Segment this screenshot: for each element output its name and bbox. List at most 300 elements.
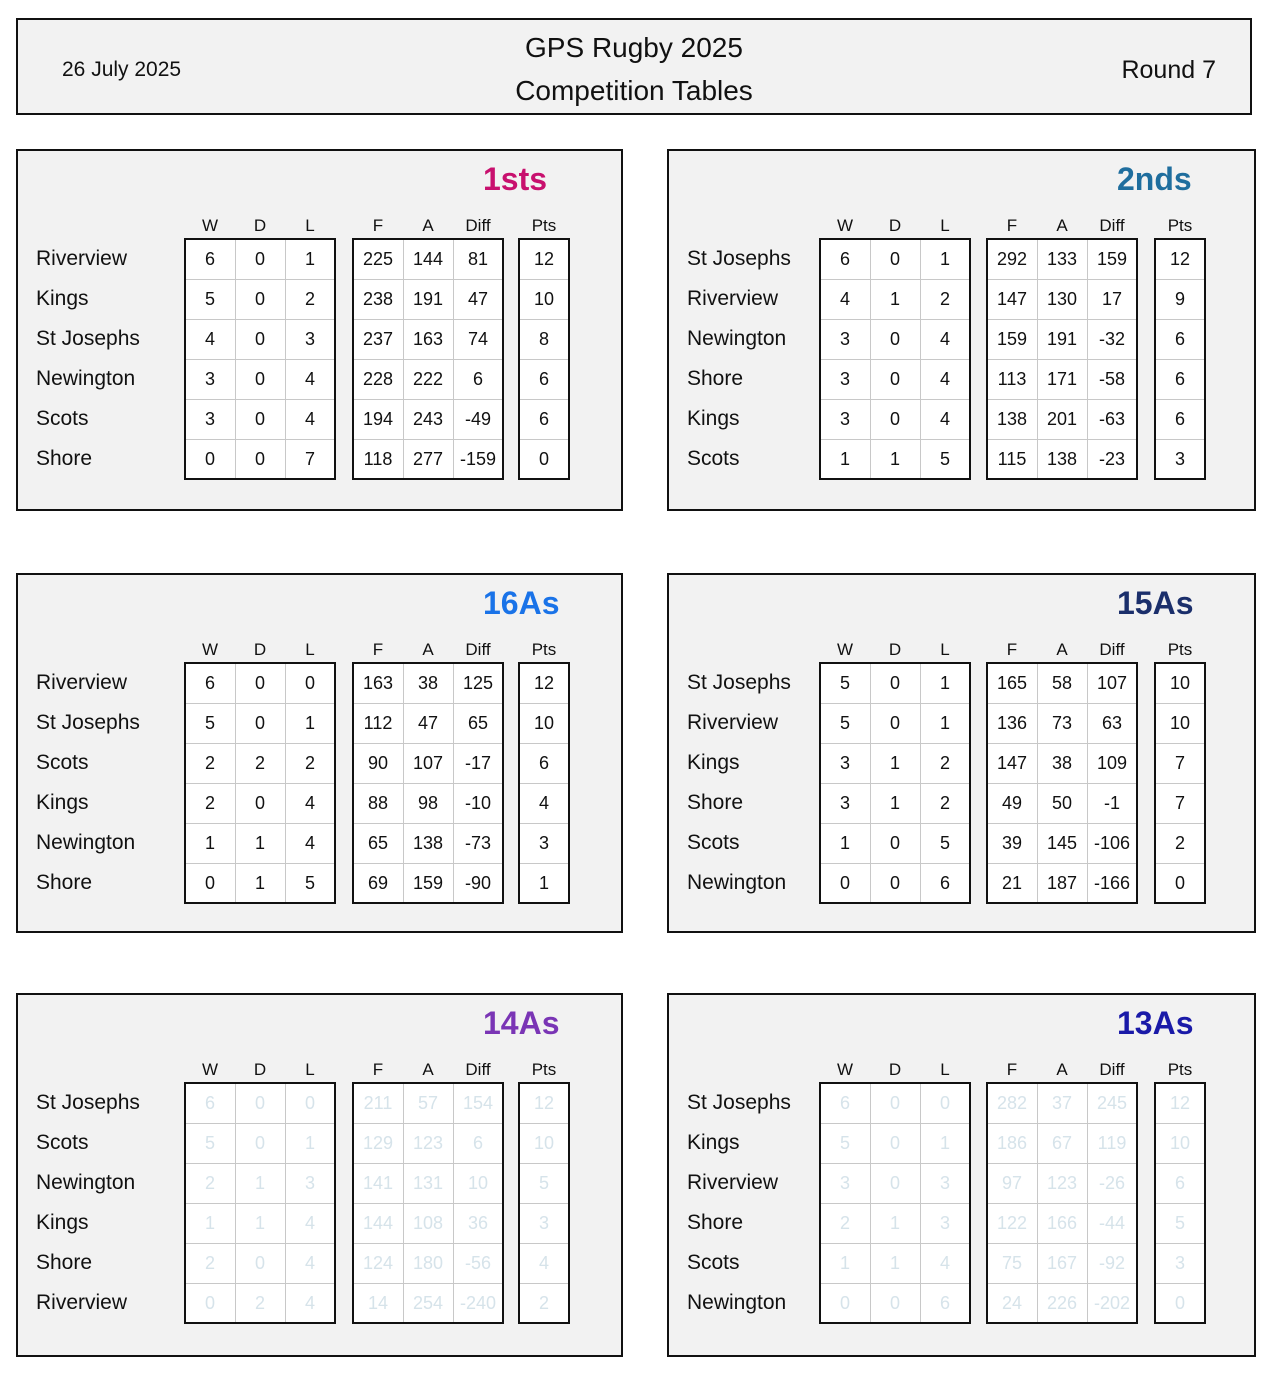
cell-a: 180	[412, 1253, 444, 1273]
cell-w: 6	[204, 249, 215, 269]
cell-w: 2	[204, 753, 215, 773]
cell-a: 38	[417, 673, 439, 693]
team-name: Kings	[687, 751, 740, 774]
cell-l: 4	[304, 833, 315, 853]
column-header-a: A	[422, 1060, 434, 1079]
cell-pts: 3	[1174, 1253, 1185, 1273]
column-header-d: D	[888, 216, 902, 235]
cell-diff: -56	[464, 1253, 491, 1273]
cell-pts: 0	[1174, 873, 1185, 893]
cell-f: 14	[367, 1293, 389, 1313]
cell-d: 0	[254, 289, 265, 309]
cell-d: 0	[254, 793, 265, 813]
cell-d: 0	[254, 1093, 265, 1113]
team-name: Scots	[36, 1131, 89, 1154]
column-header-d: D	[253, 1060, 267, 1079]
cell-a: 57	[417, 1093, 439, 1113]
score-table	[986, 662, 1138, 904]
column-header-f: F	[372, 1060, 384, 1079]
cell-w: 1	[204, 1213, 215, 1233]
cell-diff: -159	[459, 449, 497, 469]
cell-l: 3	[304, 329, 315, 349]
cell-pts: 8	[538, 329, 549, 349]
cell-l: 5	[939, 449, 950, 469]
cell-f: 147	[996, 289, 1028, 309]
cell-w: 3	[839, 753, 850, 773]
wdl-table	[819, 238, 971, 480]
column-header-diff: Diff	[1099, 640, 1125, 659]
cell-a: 73	[1051, 713, 1073, 733]
cell-w: 3	[839, 369, 850, 389]
cell-f: 39	[1001, 833, 1023, 853]
cell-a: 222	[412, 369, 444, 389]
column-header-f: F	[1006, 640, 1018, 659]
cell-w: 5	[204, 289, 215, 309]
column-header-w: W	[836, 1060, 854, 1079]
cell-d: 0	[254, 249, 265, 269]
team-name: Shore	[687, 1211, 744, 1234]
team-name: Scots	[687, 1251, 740, 1274]
cell-pts: 6	[1174, 409, 1185, 429]
cell-a: 131	[412, 1173, 444, 1193]
cell-l: 3	[304, 1173, 315, 1193]
score-table	[986, 1082, 1138, 1324]
cell-w: 3	[839, 409, 850, 429]
cell-l: 1	[939, 1133, 950, 1153]
panel-title: 1sts	[483, 161, 548, 197]
points-table	[1154, 662, 1206, 904]
column-header-f: F	[1006, 1060, 1018, 1079]
cell-l: 1	[304, 1133, 315, 1153]
header-title: GPS Rugby 2025	[525, 32, 743, 63]
cell-f: 211	[363, 1093, 393, 1113]
cell-l: 5	[304, 873, 315, 893]
cell-pts: 12	[1169, 1093, 1191, 1113]
cell-f: 97	[1001, 1173, 1023, 1193]
column-header-d: D	[888, 640, 902, 659]
cell-pts: 6	[1174, 369, 1185, 389]
column-header-w: W	[201, 1060, 219, 1079]
cell-d: 0	[254, 449, 265, 469]
wdl-table	[184, 1082, 336, 1324]
cell-pts: 2	[1174, 833, 1185, 853]
panel-title: 15As	[1117, 585, 1194, 621]
cell-d: 2	[254, 1293, 265, 1313]
cell-d: 0	[254, 329, 265, 349]
cell-a: 243	[412, 409, 444, 429]
cell-w: 4	[839, 289, 850, 309]
cell-pts: 9	[1174, 289, 1185, 309]
wdl-table	[819, 662, 971, 904]
header-date: 26 July 2025	[62, 58, 182, 81]
team-name: Newington	[687, 327, 787, 350]
cell-a: 123	[1046, 1173, 1078, 1193]
cell-l: 2	[939, 289, 950, 309]
cell-diff: -49	[464, 409, 491, 429]
panel-title: 14As	[483, 1005, 560, 1041]
cell-l: 4	[939, 409, 950, 429]
cell-f: 115	[997, 449, 1027, 469]
column-header-d: D	[253, 216, 267, 235]
cell-pts: 0	[1174, 1293, 1185, 1313]
cell-diff: 81	[467, 249, 489, 269]
cell-a: 67	[1051, 1133, 1073, 1153]
score-table	[352, 238, 504, 480]
cell-l: 0	[304, 1093, 315, 1113]
cell-f: 90	[367, 753, 389, 773]
cell-f: 141	[362, 1173, 394, 1193]
cell-diff: -26	[1098, 1173, 1125, 1193]
cell-a: 277	[412, 449, 444, 469]
cell-d: 0	[254, 1253, 265, 1273]
cell-f: 88	[367, 793, 389, 813]
cell-a: 163	[412, 329, 444, 349]
cell-f: 124	[362, 1253, 394, 1273]
column-header-l: L	[940, 216, 950, 235]
cell-a: 191	[412, 289, 444, 309]
cell-l: 6	[939, 1293, 950, 1313]
cell-f: 118	[363, 449, 393, 469]
team-name: Shore	[36, 447, 93, 470]
cell-a: 38	[1051, 753, 1073, 773]
column-header-pts: Pts	[531, 640, 557, 659]
cell-d: 1	[254, 833, 265, 853]
cell-pts: 6	[1174, 329, 1185, 349]
team-name: Scots	[687, 831, 740, 854]
cell-a: 50	[1051, 793, 1073, 813]
cell-d: 1	[254, 1173, 265, 1193]
column-header-w: W	[201, 640, 219, 659]
cell-diff: 6	[472, 369, 483, 389]
cell-f: 65	[367, 833, 389, 853]
cell-diff: 6	[472, 1133, 483, 1153]
cell-pts: 10	[1169, 673, 1191, 693]
cell-diff: 109	[1096, 753, 1128, 773]
panel-15as	[667, 573, 1256, 933]
column-header-f: F	[372, 216, 384, 235]
cell-w: 1	[204, 833, 215, 853]
column-header-l: L	[940, 1060, 950, 1079]
cell-a: 159	[412, 873, 444, 893]
column-header-l: L	[305, 640, 315, 659]
cell-diff: 154	[462, 1093, 494, 1113]
cell-l: 6	[939, 873, 950, 893]
cell-w: 5	[839, 713, 850, 733]
score-table	[986, 238, 1138, 480]
cell-f: 113	[997, 369, 1027, 389]
column-header-a: A	[422, 640, 434, 659]
cell-pts: 7	[1174, 793, 1185, 813]
team-name: Shore	[687, 367, 744, 390]
cell-l: 4	[304, 369, 315, 389]
column-header-diff: Diff	[465, 640, 491, 659]
page-header	[16, 18, 1252, 115]
cell-l: 1	[939, 673, 950, 693]
points-table	[1154, 238, 1206, 480]
cell-pts: 0	[538, 449, 549, 469]
panel-1sts	[16, 149, 623, 511]
cell-w: 5	[204, 1133, 215, 1153]
cell-a: 191	[1046, 329, 1078, 349]
team-name: Newington	[36, 367, 136, 390]
panel-title: 16As	[483, 585, 560, 621]
cell-d: 0	[889, 369, 900, 389]
cell-pts: 4	[538, 793, 549, 813]
cell-w: 0	[839, 1293, 850, 1313]
cell-f: 159	[996, 329, 1028, 349]
cell-diff: -1	[1103, 793, 1120, 813]
cell-d: 1	[889, 1253, 900, 1273]
column-header-pts: Pts	[531, 216, 557, 235]
cell-w: 0	[204, 449, 215, 469]
cell-diff: -58	[1098, 369, 1125, 389]
cell-f: 237	[362, 329, 394, 349]
column-header-l: L	[305, 1060, 315, 1079]
cell-a: 58	[1051, 673, 1073, 693]
column-header-d: D	[253, 640, 267, 659]
cell-diff: 47	[467, 289, 489, 309]
cell-f: 138	[996, 409, 1028, 429]
team-name: Riverview	[36, 671, 128, 694]
column-header-pts: Pts	[1167, 1060, 1193, 1079]
team-name: Kings	[687, 407, 740, 430]
cell-w: 2	[204, 793, 215, 813]
team-name: Riverview	[687, 711, 779, 734]
cell-pts: 12	[533, 673, 555, 693]
cell-w: 0	[204, 873, 215, 893]
cell-l: 1	[939, 249, 950, 269]
cell-w: 6	[839, 1093, 850, 1113]
team-name: Riverview	[36, 1291, 128, 1314]
cell-w: 5	[839, 1133, 850, 1153]
cell-diff: 17	[1101, 289, 1123, 309]
cell-pts: 3	[538, 1213, 549, 1233]
wdl-table	[184, 662, 336, 904]
cell-a: 37	[1051, 1093, 1073, 1113]
cell-l: 4	[304, 1213, 315, 1233]
cell-pts: 5	[538, 1173, 549, 1193]
panel-title: 2nds	[1117, 161, 1192, 197]
cell-diff: 245	[1096, 1093, 1128, 1113]
column-header-diff: Diff	[1099, 1060, 1125, 1079]
cell-l: 2	[939, 753, 950, 773]
team-name: Shore	[36, 1251, 93, 1274]
cell-d: 0	[254, 1133, 265, 1153]
cell-l: 1	[304, 713, 315, 733]
cell-pts: 5	[1174, 1213, 1185, 1233]
points-table	[1154, 1082, 1206, 1324]
cell-diff: -92	[1098, 1253, 1125, 1273]
cell-l: 4	[304, 409, 315, 429]
cell-w: 6	[204, 673, 215, 693]
cell-d: 0	[889, 673, 900, 693]
cell-diff: 159	[1096, 249, 1128, 269]
team-name: Newington	[36, 831, 136, 854]
column-header-l: L	[940, 640, 950, 659]
cell-pts: 10	[533, 1133, 555, 1153]
cell-d: 0	[889, 833, 900, 853]
cell-f: 228	[362, 369, 394, 389]
cell-l: 2	[304, 753, 315, 773]
cell-f: 122	[996, 1213, 1028, 1233]
cell-d: 1	[889, 793, 900, 813]
cell-diff: -44	[1098, 1213, 1125, 1233]
column-header-diff: Diff	[1099, 216, 1125, 235]
cell-d: 0	[889, 1133, 900, 1153]
cell-d: 0	[254, 369, 265, 389]
wdl-table	[819, 1082, 971, 1324]
cell-l: 0	[939, 1093, 950, 1113]
cell-diff: -17	[464, 753, 491, 773]
cell-f: 292	[996, 249, 1028, 269]
cell-pts: 2	[538, 1293, 549, 1313]
team-name: Riverview	[687, 287, 779, 310]
cell-diff: -90	[464, 873, 491, 893]
cell-d: 0	[254, 713, 265, 733]
team-name: St Josephs	[36, 1091, 140, 1114]
cell-a: 123	[412, 1133, 444, 1153]
cell-d: 0	[889, 409, 900, 429]
cell-pts: 6	[538, 753, 549, 773]
column-header-pts: Pts	[1167, 216, 1193, 235]
cell-w: 2	[839, 1213, 850, 1233]
team-name: Riverview	[687, 1171, 779, 1194]
column-header-l: L	[305, 216, 315, 235]
cell-pts: 4	[538, 1253, 549, 1273]
cell-pts: 3	[538, 833, 549, 853]
cell-w: 6	[204, 1093, 215, 1113]
cell-diff: -166	[1093, 873, 1131, 893]
cell-w: 1	[839, 449, 850, 469]
cell-l: 4	[304, 1253, 315, 1273]
team-name: Scots	[36, 407, 89, 430]
cell-d: 0	[889, 873, 900, 893]
cell-a: 187	[1046, 873, 1078, 893]
cell-l: 1	[304, 249, 315, 269]
cell-l: 4	[939, 369, 950, 389]
cell-f: 144	[362, 1213, 394, 1233]
team-name: Kings	[36, 1211, 89, 1234]
cell-a: 254	[412, 1293, 444, 1313]
cell-diff: 65	[467, 713, 489, 733]
cell-f: 75	[1001, 1253, 1023, 1273]
cell-l: 3	[939, 1173, 950, 1193]
team-name: St Josephs	[36, 327, 140, 350]
cell-f: 129	[362, 1133, 394, 1153]
cell-a: 138	[412, 833, 444, 853]
cell-diff: -73	[464, 833, 491, 853]
cell-d: 0	[889, 1173, 900, 1193]
panel-title: 13As	[1117, 1005, 1194, 1041]
cell-f: 24	[1001, 1293, 1023, 1313]
cell-l: 0	[304, 673, 315, 693]
cell-diff: -240	[459, 1293, 497, 1313]
cell-pts: 12	[533, 1093, 555, 1113]
score-table	[352, 1082, 504, 1324]
cell-l: 3	[939, 1213, 950, 1233]
cell-l: 7	[304, 449, 315, 469]
cell-d: 0	[889, 249, 900, 269]
cell-a: 167	[1046, 1253, 1078, 1273]
cell-d: 0	[254, 409, 265, 429]
cell-l: 4	[939, 329, 950, 349]
cell-diff: -63	[1098, 409, 1125, 429]
cell-f: 69	[367, 873, 389, 893]
cell-diff: -23	[1098, 449, 1125, 469]
cell-f: 136	[996, 713, 1028, 733]
cell-pts: 6	[1174, 1173, 1185, 1193]
cell-d: 1	[889, 753, 900, 773]
cell-a: 171	[1046, 369, 1078, 389]
cell-f: 282	[996, 1093, 1028, 1113]
cell-pts: 12	[533, 249, 555, 269]
header-round: Round 7	[1121, 56, 1216, 84]
panel-14as	[16, 993, 623, 1357]
cell-f: 225	[362, 249, 394, 269]
cell-d: 1	[254, 1213, 265, 1233]
cell-pts: 10	[533, 713, 555, 733]
wdl-table	[184, 238, 336, 480]
cell-w: 0	[204, 1293, 215, 1313]
cell-a: 145	[1046, 833, 1078, 853]
team-name: Newington	[687, 871, 787, 894]
cell-diff: 36	[467, 1213, 489, 1233]
cell-diff: -32	[1098, 329, 1125, 349]
cell-diff: -10	[464, 793, 491, 813]
cell-w: 0	[839, 873, 850, 893]
cell-f: 49	[1001, 793, 1023, 813]
team-name: St Josephs	[687, 671, 791, 694]
column-header-w: W	[836, 640, 854, 659]
column-header-diff: Diff	[465, 1060, 491, 1079]
team-name: Scots	[36, 751, 89, 774]
team-name: Newington	[687, 1291, 787, 1314]
cell-d: 0	[254, 673, 265, 693]
cell-a: 107	[412, 753, 444, 773]
team-name: Kings	[36, 791, 89, 814]
cell-a: 98	[417, 793, 439, 813]
column-header-a: A	[1056, 216, 1068, 235]
cell-pts: 6	[538, 409, 549, 429]
cell-diff: 10	[467, 1173, 489, 1193]
team-name: Shore	[687, 791, 744, 814]
cell-f: 165	[996, 673, 1028, 693]
points-table	[518, 662, 570, 904]
column-header-w: W	[836, 216, 854, 235]
cell-f: 112	[363, 713, 393, 733]
cell-diff: -106	[1093, 833, 1131, 853]
cell-diff: 119	[1097, 1133, 1127, 1153]
cell-diff: 125	[462, 673, 494, 693]
cell-f: 186	[996, 1133, 1028, 1153]
cell-w: 6	[839, 249, 850, 269]
cell-diff: 63	[1101, 713, 1123, 733]
team-name: Kings	[687, 1131, 740, 1154]
cell-pts: 10	[1169, 1133, 1191, 1153]
cell-a: 201	[1046, 409, 1078, 429]
cell-l: 4	[304, 1293, 315, 1313]
cell-f: 163	[362, 673, 394, 693]
cell-w: 3	[204, 369, 215, 389]
column-header-a: A	[422, 216, 434, 235]
cell-d: 0	[889, 1293, 900, 1313]
cell-f: 21	[1001, 873, 1023, 893]
column-header-f: F	[372, 640, 384, 659]
cell-w: 2	[204, 1253, 215, 1273]
cell-diff: 107	[1096, 673, 1128, 693]
cell-w: 5	[204, 713, 215, 733]
cell-a: 130	[1046, 289, 1078, 309]
